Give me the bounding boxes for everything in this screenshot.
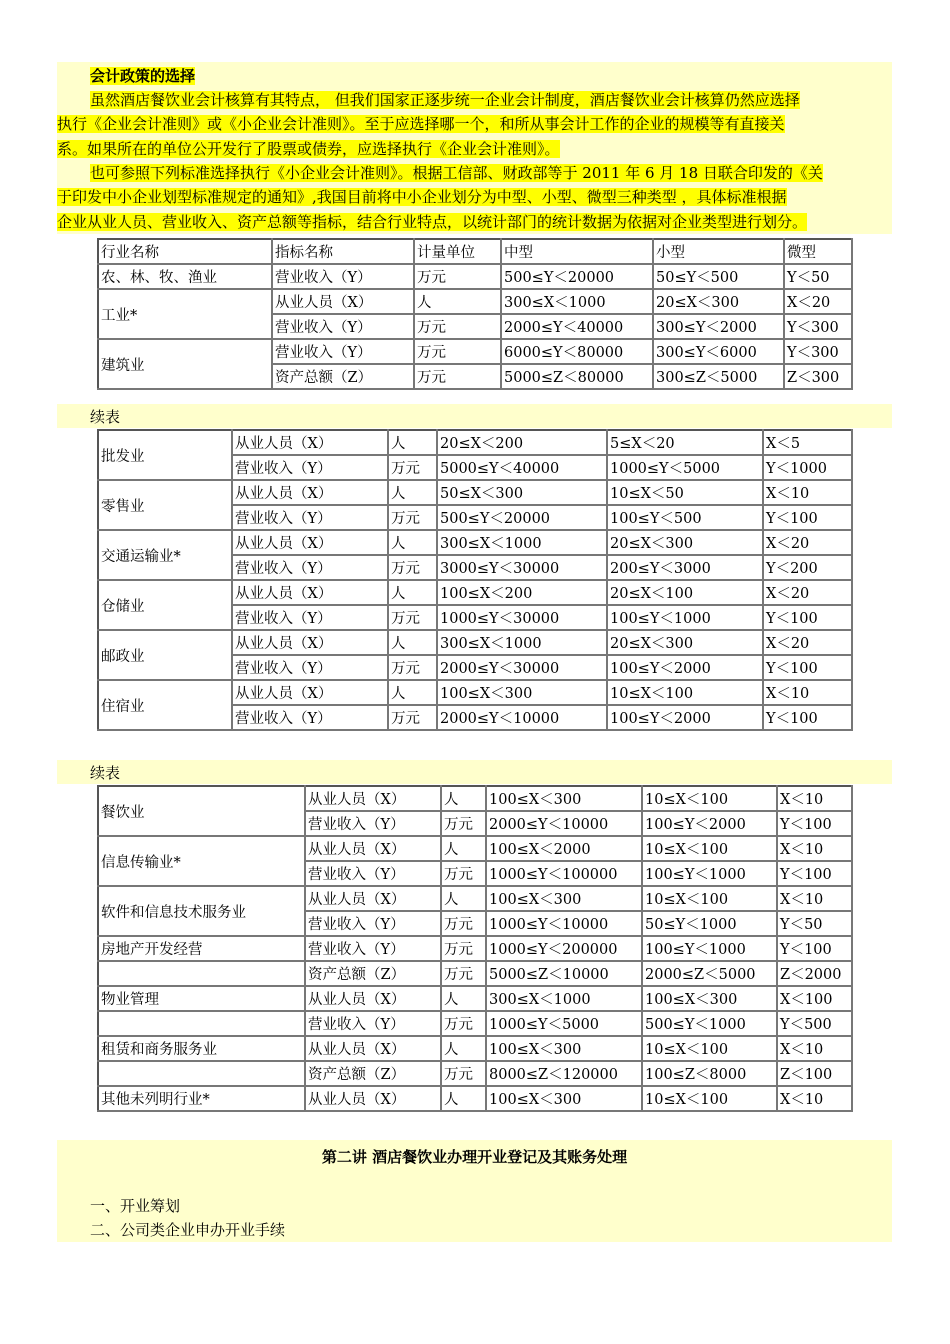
metric-cell: 从业人员（X）: [232, 480, 388, 505]
micro-cell: X＜10: [777, 786, 852, 811]
unit-cell: 万元: [388, 605, 437, 630]
metric-cell: 营业收入（Y）: [232, 555, 388, 580]
industry-cell: 仓储业: [98, 580, 232, 630]
table-row: [98, 264, 852, 289]
micro-cell: X＜100: [777, 986, 852, 1011]
micro-cell: X＜10: [777, 1036, 852, 1061]
small-cell: 100≤X＜300: [642, 986, 777, 1011]
header-cell: 指标名称: [272, 239, 414, 264]
unit-cell: 人: [441, 836, 486, 861]
metric-cell: 营业收入（Y）: [232, 705, 388, 730]
unit-cell: 人: [388, 630, 437, 655]
small-cell: 20≤X＜300: [653, 289, 784, 314]
header-cell: 计量单位: [414, 239, 501, 264]
metric-cell: 营业收入（Y）: [305, 911, 441, 936]
unit-cell: 万元: [441, 936, 486, 961]
table-row: [98, 1086, 852, 1111]
unit-cell: 人: [441, 1036, 486, 1061]
micro-cell: Y＜100: [777, 861, 852, 886]
micro-cell: Z＜2000: [777, 961, 852, 986]
unit-cell: 万元: [441, 961, 486, 986]
metric-cell: 资产总额（Z）: [305, 1061, 441, 1086]
mid-cell: 5000≤Z＜80000: [501, 364, 653, 389]
micro-cell: Y＜50: [784, 264, 852, 289]
outline-item: 一、开业筹划: [90, 1197, 181, 1215]
header-cell: 中型: [501, 239, 653, 264]
metric-cell: 从业人员（X）: [305, 886, 441, 911]
mid-cell: 5000≤Y＜40000: [437, 455, 607, 480]
micro-cell: X＜10: [763, 480, 852, 505]
small-cell: 50≤Y＜1000: [642, 911, 777, 936]
metric-cell: 资产总额（Z）: [305, 961, 441, 986]
unit-cell: 万元: [441, 1061, 486, 1086]
metric-cell: 从业人员（X）: [305, 1086, 441, 1111]
unit-cell: 人: [414, 289, 501, 314]
metric-cell: 营业收入（Y）: [305, 1011, 441, 1036]
small-cell: 5≤X＜20: [607, 430, 763, 455]
industry-cell: 餐饮业: [98, 786, 305, 836]
mid-cell: 300≤X＜1000: [501, 289, 653, 314]
micro-cell: Y＜100: [777, 936, 852, 961]
small-cell: 10≤X＜50: [607, 480, 763, 505]
metric-cell: 从业人员（X）: [232, 530, 388, 555]
industry-cell: [98, 1061, 305, 1086]
header-cell: 行业名称: [98, 239, 272, 264]
header-cell: 小型: [653, 239, 784, 264]
industry-cell: 其他未列明行业*: [98, 1086, 305, 1111]
micro-cell: Y＜100: [763, 505, 852, 530]
mid-cell: 300≤X＜1000: [437, 630, 607, 655]
micro-cell: Y＜300: [784, 339, 852, 364]
mid-cell: 300≤X＜1000: [437, 530, 607, 555]
small-cell: 300≤Y＜2000: [653, 314, 784, 339]
unit-cell: 万元: [441, 911, 486, 936]
mid-cell: 2000≤Y＜10000: [486, 811, 642, 836]
table-row: [98, 530, 852, 555]
micro-cell: Y＜50: [777, 911, 852, 936]
micro-cell: Y＜300: [784, 314, 852, 339]
small-cell: 100≤Y＜1000: [607, 605, 763, 630]
table-header-row: [98, 239, 852, 264]
small-cell: 100≤Y＜500: [607, 505, 763, 530]
micro-cell: Z＜300: [784, 364, 852, 389]
unit-cell: 人: [441, 986, 486, 1011]
table-row: [98, 680, 852, 705]
table-row: [98, 1036, 852, 1061]
mid-cell: 100≤X＜300: [486, 1086, 642, 1111]
unit-cell: 万元: [414, 339, 501, 364]
industry-cell: 租赁和商务服务业: [98, 1036, 305, 1061]
micro-cell: X＜10: [777, 1086, 852, 1111]
mid-cell: 50≤X＜300: [437, 480, 607, 505]
small-cell: 20≤X＜300: [607, 630, 763, 655]
unit-cell: 万元: [388, 555, 437, 580]
intro-paragraph-1: 虽然酒店餐饮业会计核算有其特点， 但我们国家正逐步统一企业会计制度，酒店餐饮业会计核算仍然应选择 执行《企业会计准则》或《小企业会计准则》。至于应选择哪一个，和所从事会计工作的企业的规模等有直接关 系。如果所在的单位公开发行了股票或债券，应选择执行《企业会计准则》。: [57, 91, 800, 158]
mid-cell: 1000≤Y＜30000: [437, 605, 607, 630]
unit-cell: 人: [388, 580, 437, 605]
mid-cell: 1000≤Y＜5000: [486, 1011, 642, 1036]
mid-cell: 6000≤Y＜80000: [501, 339, 653, 364]
small-cell: 20≤X＜300: [607, 530, 763, 555]
micro-cell: X＜10: [763, 680, 852, 705]
micro-cell: Y＜100: [763, 605, 852, 630]
metric-cell: 从业人员（X）: [232, 630, 388, 655]
continued-band-2: [57, 760, 892, 784]
metric-cell: 营业收入（Y）: [232, 455, 388, 480]
table-row: [98, 1061, 852, 1086]
continued-label: 续表: [90, 408, 121, 426]
micro-cell: Y＜1000: [763, 455, 852, 480]
metric-cell: 资产总额（Z）: [272, 364, 414, 389]
industry-cell: [98, 961, 305, 986]
micro-cell: X＜20: [763, 530, 852, 555]
micro-cell: X＜20: [763, 630, 852, 655]
unit-cell: 人: [441, 1086, 486, 1111]
section-heading: 会计政策的选择: [90, 67, 196, 85]
mid-cell: 100≤X＜200: [437, 580, 607, 605]
mid-cell: 8000≤Z＜120000: [486, 1061, 642, 1086]
small-cell: 1000≤Y＜5000: [607, 455, 763, 480]
unit-cell: 万元: [441, 1011, 486, 1036]
table-row: [98, 886, 852, 911]
size-standards-table-1: [97, 238, 853, 390]
small-cell: 50≤Y＜500: [653, 264, 784, 289]
mid-cell: 2000≤Y＜30000: [437, 655, 607, 680]
industry-cell: 批发业: [98, 430, 232, 480]
small-cell: 10≤X＜100: [607, 680, 763, 705]
unit-cell: 万元: [414, 364, 501, 389]
small-cell: 100≤Y＜1000: [642, 861, 777, 886]
mid-cell: 1000≤Y＜10000: [486, 911, 642, 936]
small-cell: 10≤X＜100: [642, 836, 777, 861]
unit-cell: 人: [388, 480, 437, 505]
micro-cell: Z＜100: [777, 1061, 852, 1086]
small-cell: 100≤Y＜2000: [607, 655, 763, 680]
small-cell: 10≤X＜100: [642, 1086, 777, 1111]
mid-cell: 100≤X＜300: [437, 680, 607, 705]
micro-cell: Y＜500: [777, 1011, 852, 1036]
industry-cell: 农、林、牧、渔业: [98, 264, 272, 289]
metric-cell: 从业人员（X）: [305, 986, 441, 1011]
micro-cell: Y＜100: [777, 811, 852, 836]
unit-cell: 万元: [414, 314, 501, 339]
micro-cell: Y＜100: [763, 655, 852, 680]
small-cell: 300≤Z＜5000: [653, 364, 784, 389]
industry-cell: 信息传输业*: [98, 836, 305, 886]
small-cell: 10≤X＜100: [642, 786, 777, 811]
table-row: [98, 339, 852, 364]
micro-cell: X＜20: [784, 289, 852, 314]
micro-cell: X＜10: [777, 836, 852, 861]
unit-cell: 万元: [388, 455, 437, 480]
table-row: [98, 836, 852, 861]
small-cell: 500≤Y＜1000: [642, 1011, 777, 1036]
industry-cell: 物业管理: [98, 986, 305, 1011]
unit-cell: 万元: [388, 655, 437, 680]
mid-cell: 100≤X＜300: [486, 786, 642, 811]
metric-cell: 从业人员（X）: [232, 680, 388, 705]
mid-cell: 20≤X＜200: [437, 430, 607, 455]
metric-cell: 营业收入（Y）: [305, 861, 441, 886]
small-cell: 100≤Y＜1000: [642, 936, 777, 961]
intro-paragraph-2: 也可参照下列标准选择执行《小企业会计准则》。根据工信部、财政部等于 2011 年 6 月 18 日联合印发的《关 于印发中小企业划型标准规定的通知》,我国目前将中小企业划分为中型、小型、微型三种类型 ，具体标准根据 企业从业人员、营业收入、资产总额等指标，结合行业特点，以统计部门的统计数据为依据对企业类型进行划分。: [57, 164, 823, 231]
industry-cell: 建筑业: [98, 339, 272, 389]
unit-cell: 万元: [441, 861, 486, 886]
mid-cell: 100≤X＜300: [486, 1036, 642, 1061]
mid-cell: 300≤X＜1000: [486, 986, 642, 1011]
industry-cell: [98, 1011, 305, 1036]
micro-cell: Y＜200: [763, 555, 852, 580]
metric-cell: 营业收入（Y）: [272, 314, 414, 339]
mid-cell: 5000≤Z＜10000: [486, 961, 642, 986]
unit-cell: 万元: [388, 505, 437, 530]
mid-cell: 2000≤Y＜40000: [501, 314, 653, 339]
small-cell: 200≤Y＜3000: [607, 555, 763, 580]
metric-cell: 营业收入（Y）: [232, 655, 388, 680]
small-cell: 10≤X＜100: [642, 1036, 777, 1061]
unit-cell: 人: [388, 530, 437, 555]
metric-cell: 从业人员（X）: [232, 580, 388, 605]
metric-cell: 从业人员（X）: [305, 1036, 441, 1061]
lecture-title: 第二讲 酒店餐饮业办理开业登记及其账务处理: [321, 1148, 628, 1166]
small-cell: 2000≤Z＜5000: [642, 961, 777, 986]
small-cell: 300≤Y＜6000: [653, 339, 784, 364]
unit-cell: 万元: [388, 705, 437, 730]
table-row: [98, 786, 852, 811]
metric-cell: 营业收入（Y）: [232, 605, 388, 630]
micro-cell: Y＜100: [763, 705, 852, 730]
small-cell: 10≤X＜100: [642, 886, 777, 911]
industry-cell: 住宿业: [98, 680, 232, 730]
metric-cell: 营业收入（Y）: [272, 264, 414, 289]
unit-cell: 人: [388, 680, 437, 705]
metric-cell: 从业人员（X）: [232, 430, 388, 455]
continued-band-1: [57, 404, 892, 428]
table-row: [98, 289, 852, 314]
metric-cell: 营业收入（Y）: [305, 936, 441, 961]
industry-cell: 零售业: [98, 480, 232, 530]
small-cell: 100≤Z＜8000: [642, 1061, 777, 1086]
mid-cell: 3000≤Y＜30000: [437, 555, 607, 580]
table-row: [98, 1011, 852, 1036]
metric-cell: 从业人员（X）: [305, 786, 441, 811]
continued-label: 续表: [90, 764, 121, 782]
small-cell: 20≤X＜100: [607, 580, 763, 605]
small-cell: 100≤Y＜2000: [642, 811, 777, 836]
mid-cell: 100≤X＜300: [486, 886, 642, 911]
table-row: [98, 630, 852, 655]
micro-cell: X＜5: [763, 430, 852, 455]
outline-item: 二、公司类企业申办开业手续: [90, 1221, 286, 1239]
size-standards-table-2: [97, 429, 853, 731]
small-cell: 100≤Y＜2000: [607, 705, 763, 730]
table-row: [98, 580, 852, 605]
header-cell: 微型: [784, 239, 852, 264]
mid-cell: 2000≤Y＜10000: [437, 705, 607, 730]
unit-cell: 万元: [414, 264, 501, 289]
micro-cell: X＜10: [777, 886, 852, 911]
mid-cell: 500≤Y＜20000: [437, 505, 607, 530]
metric-cell: 从业人员（X）: [272, 289, 414, 314]
metric-cell: 营业收入（Y）: [272, 339, 414, 364]
metric-cell: 营业收入（Y）: [305, 811, 441, 836]
table-row: [98, 961, 852, 986]
unit-cell: 人: [441, 886, 486, 911]
mid-cell: 500≤Y＜20000: [501, 264, 653, 289]
mid-cell: 1000≤Y＜200000: [486, 936, 642, 961]
table-row: [98, 936, 852, 961]
size-standards-table-3: [97, 785, 853, 1112]
table-row: [98, 986, 852, 1011]
industry-cell: 房地产开发经营: [98, 936, 305, 961]
industry-cell: 软件和信息技术服务业: [98, 886, 305, 936]
metric-cell: 从业人员（X）: [305, 836, 441, 861]
unit-cell: 万元: [441, 811, 486, 836]
micro-cell: X＜20: [763, 580, 852, 605]
industry-cell: 邮政业: [98, 630, 232, 680]
table-row: [98, 430, 852, 455]
mid-cell: 1000≤Y＜100000: [486, 861, 642, 886]
industry-cell: 交通运输业*: [98, 530, 232, 580]
metric-cell: 营业收入（Y）: [232, 505, 388, 530]
mid-cell: 100≤X＜2000: [486, 836, 642, 861]
unit-cell: 人: [441, 786, 486, 811]
industry-cell: 工业*: [98, 289, 272, 339]
table-row: [98, 480, 852, 505]
unit-cell: 人: [388, 430, 437, 455]
